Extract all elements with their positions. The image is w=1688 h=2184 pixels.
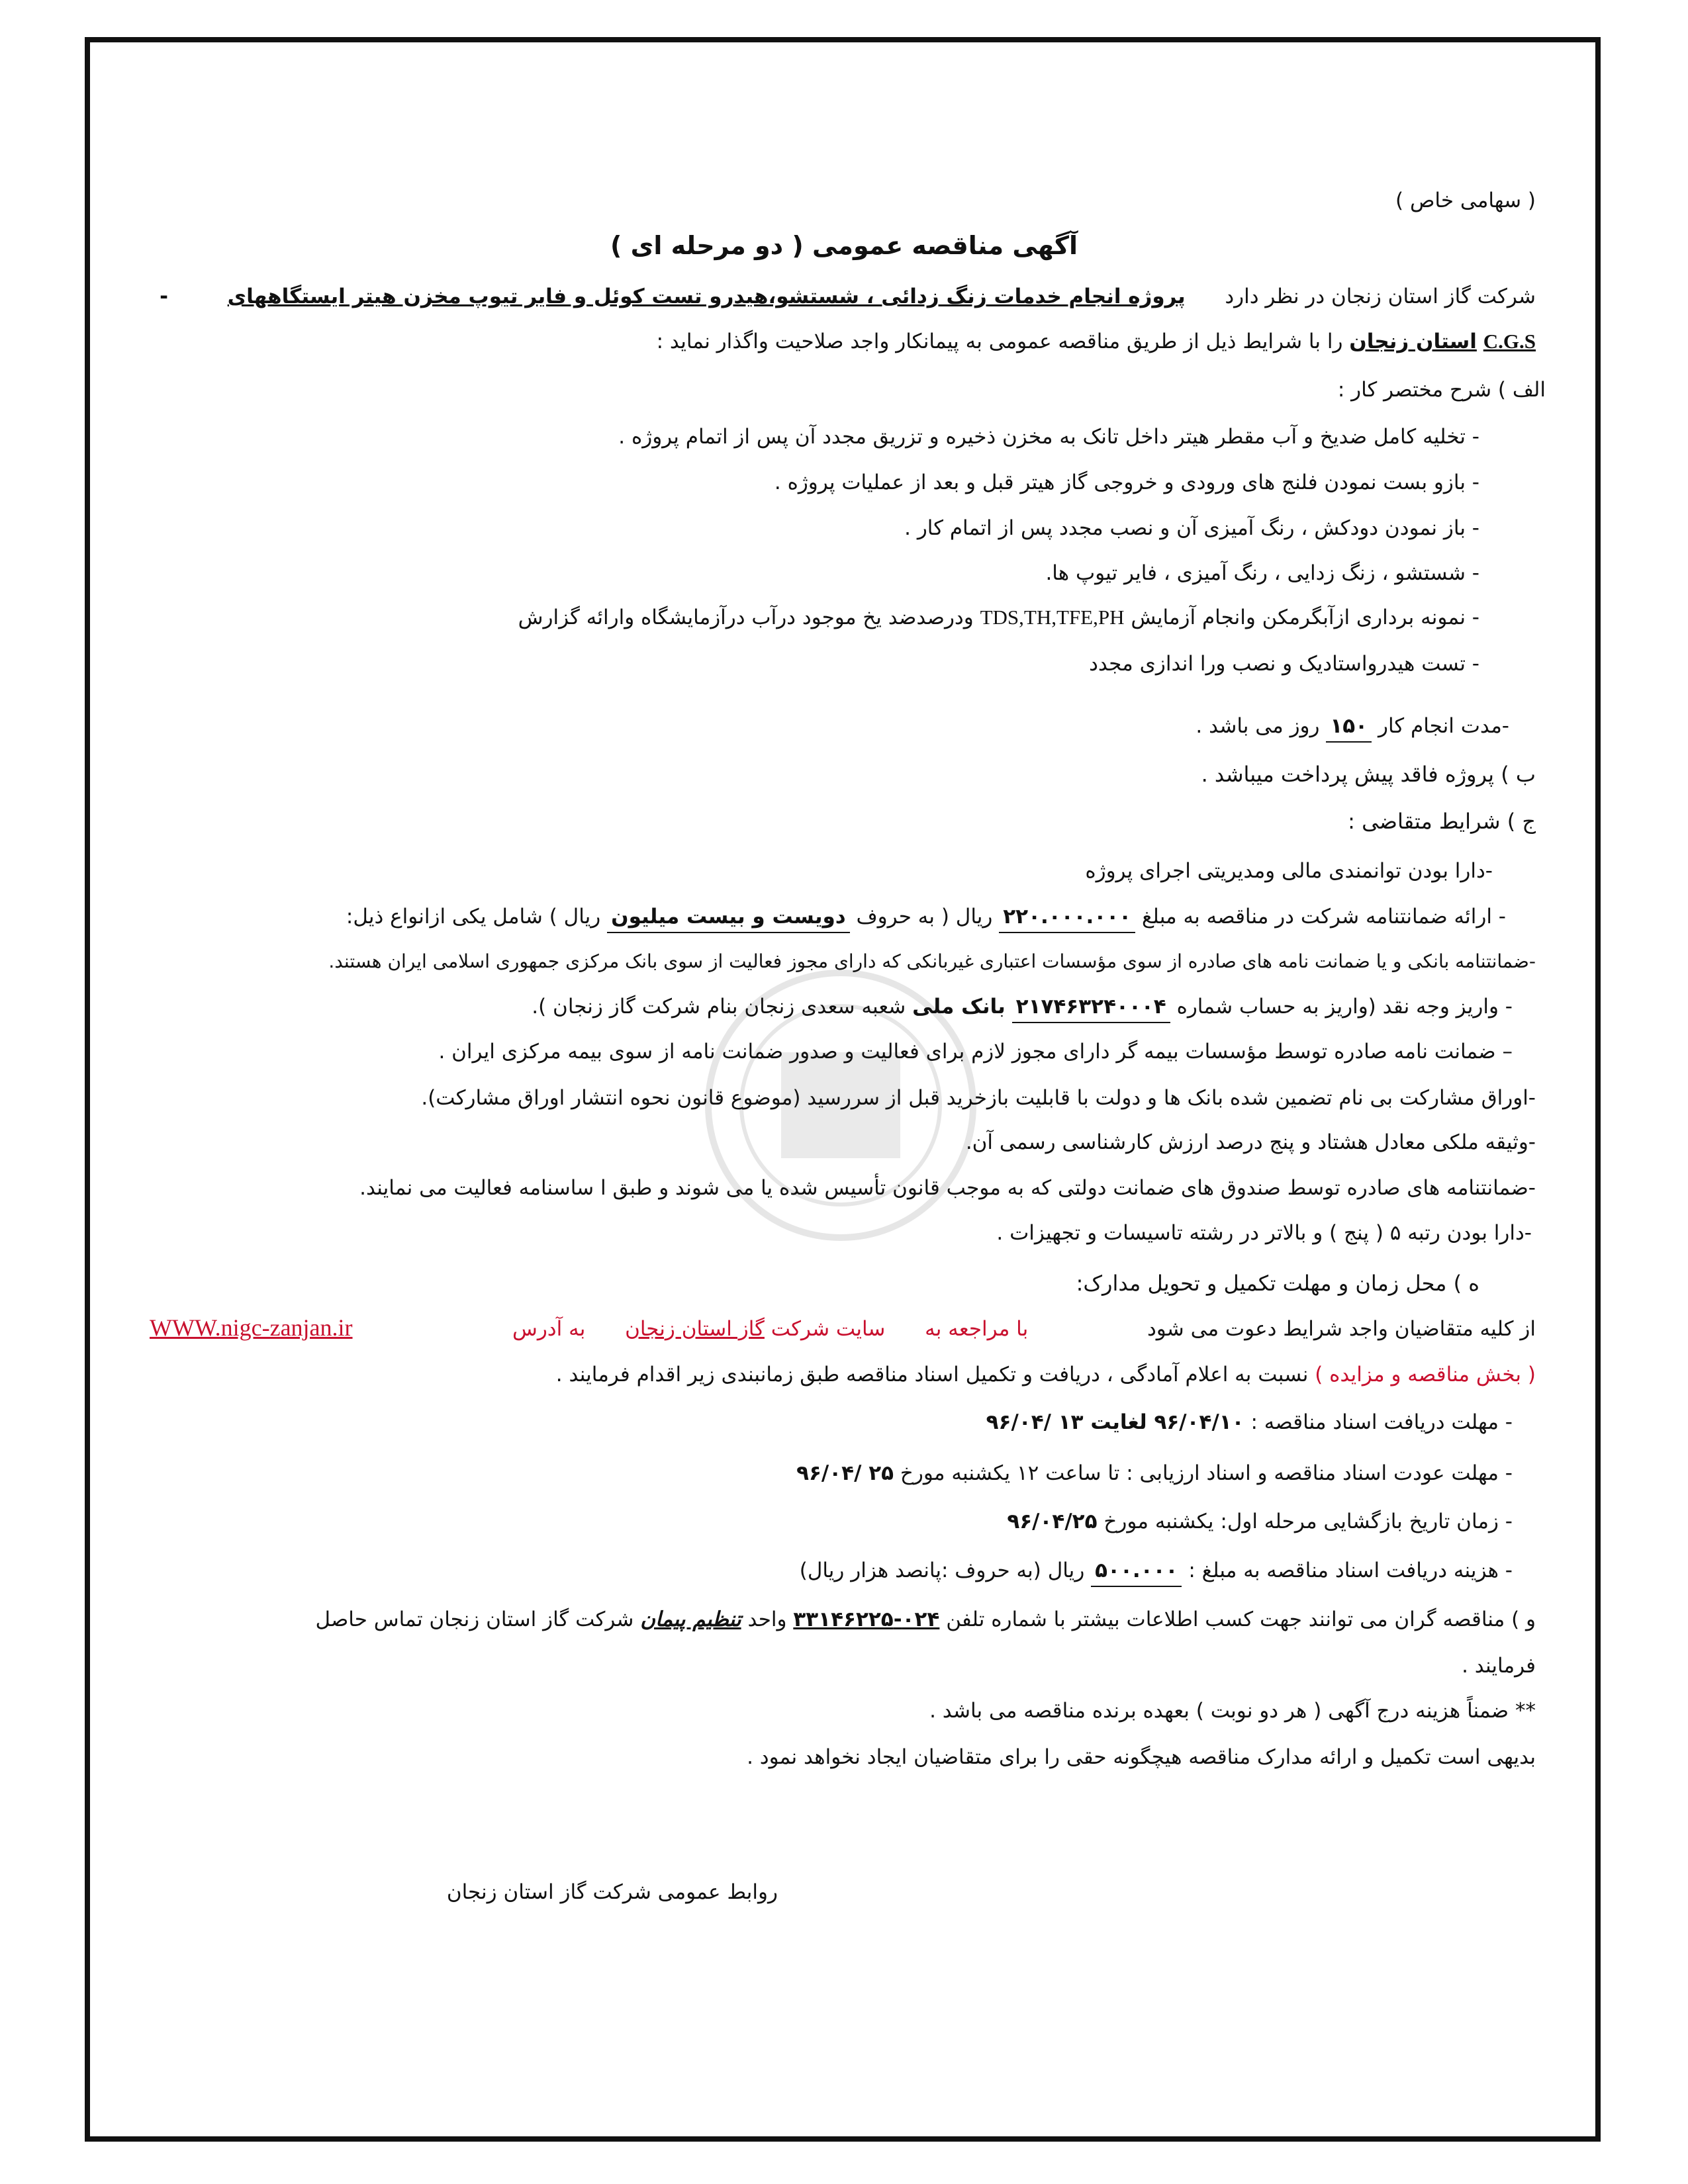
guarantee-prefix: - ارائه ضمانتنامه شرکت در مناقصه به مبلغ [1141,905,1506,929]
section-a-hydrotest: - تست هیدرواستادیک و نصب ورا اندازی مجدد [1089,652,1479,676]
rank-text: -دارا بودن رتبه ۵ ( پنج ) و بالاتر در رشته تاسیسات و تجهیزات . [996,1221,1532,1245]
deadline-return-value: ۲۵ /۹۶/۰۴ [796,1461,894,1485]
deadline-receive-label: - مهلت دریافت اسناد مناقصه : [1250,1410,1513,1434]
section-a-item-3: - باز نمودن دودکش ، رنگ آمیزی آن و نصب مجدد پس از اتمام کار . [904,516,1479,540]
duration-days: ۱۵۰ [1326,711,1372,743]
intro-prefix: شرکت گاز استان زنجان در نظر دارد [1225,285,1536,308]
invite-site: سایت [835,1317,886,1341]
page-title: آگهی مناقصه عمومی ( دو مرحله ای ) [610,231,1078,260]
deadline-return [796,1458,1513,1488]
document-fee [800,1555,1513,1587]
contact-prefix: و ) مناقصه گران می توانند جهت کسب اطلاعات بیشتر با شماره تلفن [946,1608,1536,1631]
section-c-insurance: – ضمانت نامه صادره توسط مؤسسات بیمه گر دارای مجوز لازم برای فعالیت و صدور ضمانت نامه از سوی بیمه مرکزی ایران . [438,1040,1513,1064]
duration-suffix: روز می باشد . [1196,714,1320,738]
section-a-sampling [518,602,1479,633]
guarantee-words: دویست و بیست میلیون [607,901,850,933]
province-label: استان زنجان [1349,330,1477,353]
deadline-receive-value: ۹۶/۰۴/۱۰ لغایت ۱۳ /۹۶/۰۴ [986,1410,1244,1434]
section-c-heading: ج ) شرایط متقاضی : [1348,809,1536,834]
cash-suffix: شعبه سعدی زنجان بنام شرکت گاز زنجان ). [532,995,906,1019]
contact-suffix: شرکت گاز استان زنجان تماس حاصل [315,1608,634,1631]
sampling-tests: TDS,TH,TFE,PH [980,606,1125,629]
section-c-rank [992,1218,1536,1248]
section-c-capability: -دارا بودن توانمندی مالی ومدیریتی اجرای پروژه [1085,859,1493,883]
section-c-bank-guarantee: -ضمانتنامه بانکی و یا ضمانت نامه های صادره از سوی مؤسسات اعتباری غیربانکی که دارای مجوز فعالیت از سوی بانک مرکزی جمهوری اسلامی ایران هستند. [328,950,1536,972]
section-c-cash [532,991,1513,1023]
section-c-bonds: -اوراق مشارکت بی نام تضمین شده بانک ها و دولت با قابلیت بازخرید قبل از سررسید (موضوع قانون نحوه انتشار اوراق مشارکت). [421,1086,1536,1110]
sampling-prefix: - نمونه برداری ازآبگرمکن وانجام آزمایش [1131,606,1479,629]
deadline-receive [986,1407,1513,1437]
opening-date [1007,1506,1513,1537]
cgs-label: C.G.S [1483,330,1536,353]
guarantee-suffix: ریال ) شامل یکی ازانواع ذیل: [346,905,601,929]
section-a-item-2: - بازو بست نمودن فلنج های ورودی و خروجی گاز هیتر قبل و بعد از عملیات پروژه . [774,471,1479,494]
section-e-heading: ه ) محل زمان و مهلت تکمیل و تحویل مدارک: [1076,1271,1479,1296]
intro-line-2-rest: را با شرایط ذیل از طریق مناقصه عمومی به پیمانکار واجد صلاحیت واگذار نماید : [656,330,1343,353]
website-link[interactable]: WWW.nigc-zanjan.ir [150,1314,353,1341]
guarantee-mid: ریال ( به حروف [856,905,993,929]
invite-refer: با مراجعه به [925,1317,1029,1341]
section-a-item-4: - شستشو ، زنگ زدایی ، رنگ آمیزی ، فایر تیوپ ها. [1045,561,1479,585]
fee-value: ۵۰۰.۰۰۰ [1091,1555,1182,1587]
invite-company-name: گاز استان زنجان [625,1317,765,1341]
section-f-end: فرمایند . [1462,1654,1536,1678]
section-c-guarantee [346,901,1506,933]
sampling-suffix: ودرصدضد یخ موجود درآب درآزمایشگاه وارائه گزارش [518,606,974,629]
section-b: ب ) پروژه فاقد پیش پرداخت میباشد . [1201,762,1536,787]
cash-account: ۲۱۷۴۶۳۲۴۰۰۰۴ [1012,991,1170,1023]
duration-prefix: -مدت انجام کار [1378,714,1509,738]
note-ad-cost: ** ضمناً هزینه درج آگهی ( هر دو نوبت ) بعهده برنده مناقصه می باشد . [929,1699,1536,1723]
guarantee-amount: ۲۲۰.۰۰۰.۰۰۰ [999,901,1135,933]
contact-unit-label: واحد [747,1608,787,1631]
section-e-instructions [556,1359,1536,1390]
trail-dash: - [160,285,168,308]
section-e-invite [512,1314,1536,1344]
contact-unit-name: تنظیم پیمان [640,1608,741,1631]
section-f-contact [315,1604,1536,1635]
cash-prefix: - واریز وجه نقد (واریز به حساب شماره [1176,995,1513,1019]
fee-suffix: ریال (به حروف :پانصد هزار ریال) [799,1559,1085,1582]
intro-line-2 [657,326,1536,357]
section-a-heading: الف ) شرح مختصر کار : [1337,378,1546,402]
deadline-return-label: - مهلت عودت اسناد مناقصه و اسناد ارزیابی : تا ساعت ۱۲ یکشنبه مورخ [900,1461,1513,1485]
section-c-funds: -ضمانتنامه های صادره توسط صندوق های ضمانت دولتی که به موجب قانون تأسیس شده یا می شوند و طبق ا ساسنامه فعالیت می نمایند. [359,1176,1536,1200]
section-reference: ( بخش مناقصه و مزایده ) [1315,1363,1536,1387]
invite-company: شرکت [771,1317,830,1341]
invite-prefix: از کلیه متقاضیان واجد شرایط دعوت می شود [1147,1317,1536,1341]
fee-label: - هزینه دریافت اسناد مناقصه به مبلغ : [1188,1559,1513,1582]
note-disclaimer: بدیهی است تکمیل و ارائه مدارک مناقصه هیچگونه حقی را برای متقاضیان ایجاد نخواهد نمود . [747,1745,1536,1769]
footer-signature: روابط عمومی شرکت گاز استان زنجان [446,1880,778,1904]
opening-date-label: - زمان تاریخ بازگشایی مرحله اول: یکشنبه مورخ [1103,1510,1513,1533]
company-type: ( سهامی خاص ) [1395,189,1536,212]
invite-address: به آدرس [512,1317,586,1341]
section-a-item-1: - تخلیه کامل ضدیخ و آب مقطر هیتر داخل تانک به مخزن ذخیره و تزریق مجدد آن پس از اتمام پروژه . [618,425,1479,449]
section-c-property: -وثیقه ملکی معادل هشتاد و پنج درصد ارزش کارشناسی رسمی آن. [965,1130,1536,1154]
intro-line-1 [160,281,1536,312]
contact-phone: ۰۲۴-۳۳۱۴۶۲۲۵ [793,1608,940,1631]
project-title: پروژه انجام خدمات زنگ زدائی ، شستشو،هیدرو تست کوئل و فایر تیوپ مخزن هیتر ایستگاههای [227,285,1186,308]
cash-bank: بانک ملی [912,995,1006,1019]
opening-date-value: ۹۶/۰۴/۲۵ [1007,1510,1098,1533]
section-a-duration [1196,711,1509,743]
instructions-rest: نسبت به اعلام آمادگی ، دریافت و تکمیل اسناد مناقصه طبق زمانبندی زیر اقدام فرمایند . [555,1363,1309,1387]
